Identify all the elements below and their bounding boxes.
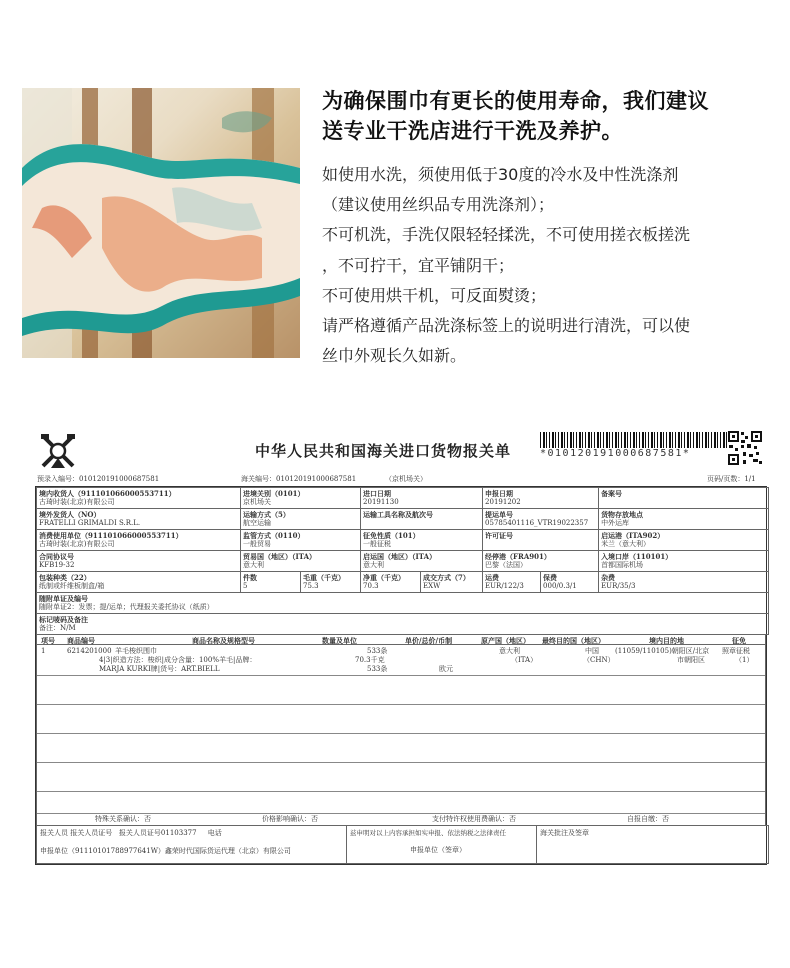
care-line: 请严格遵循产品洗涤标签上的说明进行清洗，可以使 [322, 316, 691, 336]
marks-label: 标记唛码及备注 [39, 615, 88, 624]
form-field [361, 509, 483, 530]
scarf-illustration [22, 88, 300, 358]
form-field-value: EUR/35/3 [601, 582, 636, 590]
form-field [599, 572, 769, 593]
confirm-price: 价格影响确认：否 [262, 815, 318, 823]
form-field [599, 509, 769, 530]
form-field [599, 530, 769, 551]
form-header [35, 428, 767, 486]
form-field-value: 米兰（意大利） [601, 540, 651, 548]
form-field [361, 572, 421, 593]
goods-qty-1: 533条 [367, 647, 388, 655]
goods-divider [37, 762, 765, 763]
form-field-label: 包装种类（22） [39, 573, 91, 582]
form-footer [36, 825, 769, 864]
care-headline [322, 86, 762, 146]
form-field-label: 入境口岸（110101） [601, 552, 673, 561]
form-field-value: 20191130 [363, 498, 399, 506]
form-field [241, 509, 361, 530]
headline-line: 为确保围巾有更长的使用寿命，我们建议 [322, 89, 709, 113]
confirm-royalty: 支付特许权使用费确认：否 [432, 815, 516, 823]
goods-hs-code: 6214201000 [67, 647, 112, 655]
form-field-value: 70.3 [363, 582, 379, 590]
goods-origin: 意大利 [499, 647, 520, 655]
form-field-label: 运输方式（5） [243, 510, 290, 519]
goods-header-price: 单价/总价/币制 [405, 636, 453, 645]
form-field-label: 件数 [243, 573, 258, 582]
form-field-value: 5 [243, 582, 248, 590]
form-field [241, 572, 301, 593]
agent-cert: 报关人员证号01103377 [118, 829, 197, 837]
form-field-label: 合同协议号 [39, 552, 74, 561]
pre-entry-no: 预录入编号：010120191000687581 [37, 475, 160, 483]
form-field-value: 意大利 [243, 561, 265, 569]
form-field-value: 75.3 [303, 582, 319, 590]
form-field-value: 首都国际机场 [601, 561, 644, 569]
goods-levy-2: （1） [735, 656, 754, 664]
applicant-sign: 申报单位（签章） [410, 846, 466, 854]
customs-emblem-icon [39, 432, 77, 472]
goods-qty-3: 533条 [367, 665, 388, 673]
form-field-value: 中外运库 [601, 519, 630, 527]
goods-divider [37, 675, 765, 676]
applicant-unit: 申报单位（91110101788977641W）鑫荣时代国际货运代理（北京）有限公司 [40, 847, 291, 855]
form-field-value: 古琦时装(北京)有限公司 [39, 498, 115, 506]
qr-code-icon [727, 430, 763, 466]
form-field-value: 一般贸易 [243, 540, 272, 548]
goods-header [37, 635, 765, 645]
form-grid-row [37, 551, 769, 572]
legal-statement: 兹申明对以上内容承担如实申报、依法纳税之法律责任 [350, 829, 506, 837]
customs-declaration-form [35, 428, 767, 932]
form-field-value: KFB19-32 [39, 561, 75, 569]
form-field-label: 征免性质（101） [363, 531, 420, 540]
form-grid-row [37, 530, 769, 551]
goods-header-domestic: 境内目的地 [649, 636, 684, 645]
form-field [361, 551, 483, 572]
form-field [241, 551, 361, 572]
form-field-value: 000/0.3/1 [543, 582, 577, 590]
form-field-label: 许可证号 [485, 531, 514, 540]
care-line: （建议使用丝织品专用洗涤剂）； [322, 195, 555, 215]
goods-name: 羊毛梭织围巾 [115, 647, 157, 655]
goods-dest: 中国 [585, 647, 599, 655]
care-line: 不可机洗，手洗仅限轻轻揉洗，不可使用搓衣板搓洗 [322, 225, 691, 245]
marks-value: 备注：N/M [39, 624, 76, 632]
goods-spec-2: MARJA KURKI牌|货号：ART.BIELL [99, 665, 220, 673]
form-field-label: 申报日期 [485, 489, 514, 498]
form-field-value: 纸制或纤维板制盒/箱 [39, 582, 105, 590]
form-field [599, 551, 769, 572]
form-field-label: 进境关别（0101） [243, 489, 305, 498]
goods-header-levy: 征免 [732, 636, 746, 645]
form-field-value: FRATELLI GRIMALDI S.R.L. [39, 519, 141, 527]
form-body [35, 486, 767, 865]
form-field-label: 杂费 [601, 573, 616, 582]
form-title: 中华人民共和国海关进口货物报关单 [255, 442, 512, 460]
care-instructions [322, 160, 762, 371]
goods-header-item: 项号 [41, 636, 55, 645]
goods-item-no: 1 [41, 647, 46, 655]
form-field-label: 运费 [485, 573, 500, 582]
goods-divider [37, 813, 765, 814]
care-line: 丝巾外观长久如新。 [322, 346, 467, 366]
form-field-value: 古琦时装(北京)有限公司 [39, 540, 115, 548]
goods-divider [37, 791, 765, 792]
form-field [37, 572, 241, 593]
goods-header-dest: 最终目的国（地区） [542, 636, 605, 645]
docs-row [37, 593, 769, 614]
form-field [421, 572, 483, 593]
care-line: ，不可拧干，宜平铺阴干； [322, 255, 515, 275]
form-field [241, 530, 361, 551]
form-field [37, 488, 241, 509]
declarant-cert: 报关人员证号 [70, 829, 113, 837]
form-field [361, 488, 483, 509]
goods-qty-2: 70.3千克 [355, 656, 385, 664]
form-field [37, 509, 241, 530]
form-field [37, 551, 241, 572]
goods-dest-code: （CHN） [583, 656, 615, 664]
goods-levy-1: 照章征税 [722, 647, 750, 655]
declarant-label: 报关人员 [40, 829, 68, 837]
form-field-label: 成交方式（7） [423, 573, 470, 582]
customs-note: 海关批注及签章 [540, 829, 589, 837]
phone-label: 电话 [207, 829, 222, 837]
form-field-value: 京机场关 [243, 498, 272, 506]
form-field-label: 保费 [543, 573, 558, 582]
form-field [599, 488, 769, 509]
goods-divider [37, 733, 765, 734]
barcode-number: *010120191000687581* [540, 448, 691, 459]
care-line: 如使用水洗，须使用低于30度的冷水及中性洗涤剂 [322, 165, 679, 184]
form-field-value: EUR/122/3 [485, 582, 524, 590]
form-field-value: 一般征税 [363, 540, 392, 548]
goods-spec-1: 4|3|织造方法：梭织|成分含量：100%羊毛|品牌： [99, 656, 257, 664]
form-field-value: 20191202 [485, 498, 521, 506]
goods-origin-code: （ITA） [511, 656, 538, 664]
headline-line: 送专业干洗店进行干洗及养护。 [322, 119, 623, 143]
goods-currency: 欧元 [439, 665, 453, 673]
care-line: 不可使用烘干机，可反面熨烫； [322, 285, 547, 305]
form-grid [36, 487, 769, 635]
form-field [361, 530, 483, 551]
form-field [483, 509, 599, 530]
customs-no: 海关编号：010120191000687581 [241, 475, 357, 483]
form-field-label: 监管方式（0110） [243, 531, 305, 540]
docs-value: 随附单证2：发票；提/运单；代理报关委托协议（纸质） [39, 603, 214, 611]
barcode [540, 432, 750, 448]
goods-section [36, 635, 766, 825]
form-field-label: 运输工具名称及航次号 [363, 510, 434, 519]
form-field-label: 净重（千克） [363, 573, 406, 582]
form-field-value: 巴黎（法国） [485, 561, 528, 569]
form-field-label: 启运港（ITA902） [601, 531, 665, 540]
form-field-label: 备案号 [601, 489, 623, 498]
form-field [483, 551, 599, 572]
form-field [483, 488, 599, 509]
scarf-photo [22, 88, 300, 358]
form-field-label: 进口日期 [363, 489, 392, 498]
goods-header-origin: 原产国（地区） [481, 636, 530, 645]
form-field-label: 启运国（地区）（ITA） [363, 552, 437, 561]
form-field-value: 航空运输 [243, 519, 272, 527]
form-field [301, 572, 361, 593]
customs-port: （京机场关） [385, 475, 427, 483]
docs-label: 随附单证及编号 [39, 594, 88, 603]
goods-header-code: 商品编号 [67, 636, 95, 645]
form-field [37, 530, 241, 551]
form-field-label: 毛重（千克） [303, 573, 346, 582]
form-field-value: EXW [423, 582, 441, 590]
goods-header-qty: 数量及单位 [322, 636, 357, 645]
form-field-label: 货物存放地点 [601, 510, 644, 519]
goods-header-name: 商品名称及规格型号 [192, 636, 255, 645]
confirm-self: 自报自缴：否 [627, 815, 669, 823]
form-field-value: 意大利 [363, 561, 385, 569]
marks-row [37, 614, 769, 635]
form-field-label: 经停港（FRA901） [485, 552, 551, 561]
page-count: 页码/页数：1/1 [707, 475, 756, 483]
form-grid-row [37, 572, 769, 593]
form-field-label: 境内收货人（911101066000553711） [39, 489, 176, 498]
form-field-label: 提运单号 [485, 510, 514, 519]
form-grid-row [37, 488, 769, 509]
goods-domestic-2: 市朝阳区 [677, 656, 705, 664]
form-grid-row [37, 509, 769, 530]
goods-domestic-1: (11059/110105)朝阳区/北京 [615, 647, 710, 655]
form-field-label: 贸易国（地区）（ITA） [243, 552, 317, 561]
form-field [483, 530, 599, 551]
form-field-label: 境外发货人（NO） [39, 510, 101, 519]
form-field [541, 572, 599, 593]
goods-divider [37, 704, 765, 705]
form-field [241, 488, 361, 509]
confirm-special: 特殊关系确认：否 [95, 815, 151, 823]
form-field-value: 05785401116_VTR19022357 [485, 519, 589, 527]
form-field [483, 572, 541, 593]
form-field-label: 消费使用单位（911101066000553711） [39, 531, 183, 540]
